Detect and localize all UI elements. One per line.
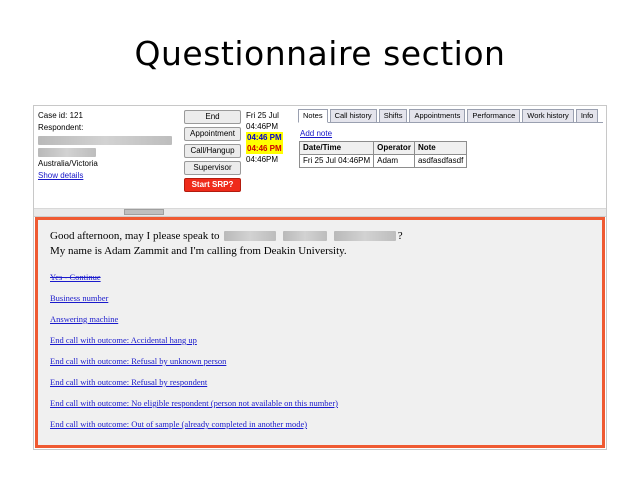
action-button-column: [184, 110, 241, 195]
redacted-respondent-name: [38, 136, 172, 145]
option-accidental-hangup[interactable]: End call with outcome: Accidental hang up: [50, 335, 197, 345]
notes-table: [299, 141, 467, 168]
greeting-suffix: ?: [397, 230, 403, 242]
case-location: Australia/Victoria: [38, 159, 98, 169]
end-button[interactable]: End: [184, 110, 241, 124]
respondent-label: Respondent:: [38, 123, 84, 132]
start-srp-button[interactable]: Start SRP?: [184, 178, 241, 192]
cell-datetime: Fri 25 Jul 04:46PM: [300, 155, 374, 168]
status-time-start: 04:46PM: [246, 122, 279, 131]
top-toolbar-area: [34, 106, 606, 209]
supervisor-button[interactable]: Supervisor: [184, 161, 241, 175]
tab-info[interactable]: Info: [576, 109, 599, 122]
status-time-end: 04:46PM: [246, 155, 279, 164]
questionnaire-intro: My name is Adam Zammit and I'm calling from Deakin University.: [50, 245, 347, 257]
option-answering-machine[interactable]: Answering machine: [50, 314, 119, 324]
notes-panel: [298, 109, 603, 201]
status-time-highlight-red: 04:46 PM: [247, 144, 282, 153]
cell-note: asdfasdfasdf: [414, 155, 466, 168]
scrollbar-thumb[interactable]: [124, 209, 164, 215]
option-yes-continue[interactable]: Yes - Continue: [50, 272, 101, 282]
status-date: Fri 25 Jul: [246, 111, 279, 120]
option-no-eligible-respondent[interactable]: End call with outcome: No eligible respondent (person not available on this number): [50, 398, 338, 408]
questionnaire-option-list: [50, 272, 590, 429]
redacted-respondent-phone: [38, 148, 96, 157]
status-time-column: [246, 110, 294, 165]
horizontal-scrollbar[interactable]: [34, 209, 606, 217]
page-title: Questionnaire section: [134, 34, 506, 73]
column-datetime: Date/Time: [300, 142, 374, 155]
show-details-link[interactable]: Show details: [38, 171, 84, 181]
tab-bar: [298, 109, 603, 123]
tab-work-history[interactable]: Work history: [522, 109, 574, 122]
redacted-middle-name: [283, 231, 327, 241]
tab-performance[interactable]: Performance: [467, 109, 520, 122]
case-id-label: Case id: 121: [38, 111, 83, 120]
redacted-first-name: [224, 231, 276, 241]
appointment-button[interactable]: Appointment: [184, 127, 241, 141]
tab-call-history[interactable]: Call history: [330, 109, 377, 122]
option-refusal-by-respondent[interactable]: End call with outcome: Refusal by respondent: [50, 377, 208, 387]
cell-operator: Adam: [374, 155, 415, 168]
option-refusal-unknown-person[interactable]: End call with outcome: Refusal by unknown person: [50, 356, 227, 366]
questionnaire-section: [35, 217, 605, 448]
add-note-link[interactable]: Add note: [300, 129, 333, 138]
questionnaire-greeting: [50, 229, 590, 244]
call-hangup-button[interactable]: Call/Hangup: [184, 144, 241, 158]
column-operator: Operator: [374, 142, 415, 155]
table-row[interactable]: [300, 155, 467, 168]
column-note: Note: [414, 142, 466, 155]
option-business-number[interactable]: Business number: [50, 293, 109, 303]
greeting-prefix: Good afternoon, may I please speak to: [50, 230, 220, 242]
tab-shifts[interactable]: Shifts: [379, 109, 408, 122]
table-header-row: [300, 142, 467, 155]
redacted-last-name: [334, 231, 396, 241]
option-out-of-sample[interactable]: End call with outcome: Out of sample (already completed in another mode): [50, 419, 308, 429]
status-time-highlight-blue: 04:46 PM: [247, 133, 282, 142]
case-info-panel: [38, 110, 176, 182]
application-screenshot: [33, 105, 607, 450]
tab-notes[interactable]: Notes: [298, 109, 328, 123]
tab-appointments[interactable]: Appointments: [409, 109, 465, 122]
